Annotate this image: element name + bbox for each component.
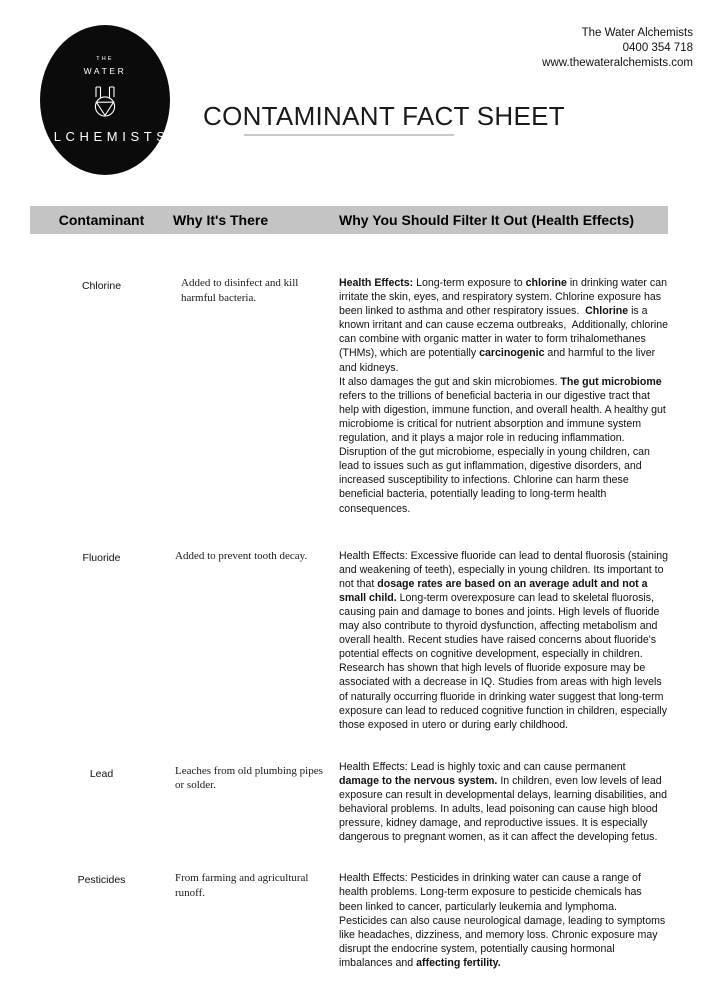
cell-contaminant-name: Fluoride	[82, 551, 121, 564]
title-underline-rule	[244, 134, 454, 136]
logo-text-alchemists: ALCHEMISTS	[40, 129, 170, 144]
cell-health-effects: Health Effects: Excessive fluoride can lead to dental fluorosis (staining and weakening of teeth), especially in young children. Its important to not that dosage rates are based on an average adult and not a small child. Long-term overexposure can lead to skeletal fluorosis, causing pain and damage to bones and joints. High levels of fluoride may also contribute to thyroid dysfunction, affecting metabolism and overall health. Recent studies have raised concerns about fluoride's potential effects on cognitive development, especially in children. Research has shown that high levels of fluoride exposure may be associated with a decrease in IQ. Studies from areas with high levels of naturally occurring fluoride in drinking water suggest that long-term exposure can lead to reduced cognitive function in children, especially those exposed in utero or during early childhood.	[339, 549, 668, 731]
contact-company: The Water Alchemists	[581, 27, 693, 39]
table-header-row	[30, 206, 668, 234]
cell-why-its-there: Added to prevent tooth decay.	[175, 549, 308, 562]
logo-text-water: WATER	[83, 65, 127, 76]
table-row	[30, 234, 668, 516]
cell-health-effects: Health Effects: Lead is highly toxic and can cause permanent damage to the nervous system. In children, even low levels of lead exposure can result in developmental delays, learning disabilities, and behavioral problems. In adults, lead poisoning can cause high blood pressure, kidney damage, and reproductive issues. It is especially dangerous to pregnant women, as it can affect the developing fetus.	[339, 760, 668, 844]
contact-website[interactable]: www.thewateralchemists.com	[542, 57, 693, 69]
contaminant-table	[30, 206, 668, 970]
flask-icon	[85, 82, 125, 122]
cell-why-its-there: Leaches from old plumbing pipes or solder.	[175, 764, 323, 792]
cell-contaminant-name: Lead	[89, 767, 114, 780]
cell-contaminant-name: Pesticides	[77, 874, 126, 887]
cell-contaminant-name: Chlorine	[81, 280, 122, 292]
page-title: CONTAMINANT FACT SHEET	[203, 101, 565, 131]
table-row	[30, 732, 668, 845]
cell-why-its-there: Added to disinfect and kill harmful bacteria.	[181, 277, 299, 304]
table-row	[30, 844, 668, 970]
column-header-health-effects: Why You Should Filter It Out (Health Effects)	[339, 212, 635, 228]
cell-health-effects: Health Effects: Pesticides in drinking water can cause a range of health problems. Long-term exposure to pesticide chemicals has been linked to cancer, particularly leukemia and lymphoma. Pesticides can also cause neurological damage, leading to symptoms like headaches, dizziness, and memory loss. Chronic exposure may disrupt the endocrine system, potentially causing hormonal imbalances and affecting fertility.	[339, 872, 666, 969]
contact-phone[interactable]: 0400 354 718	[622, 42, 693, 54]
logo-text-the: THE	[96, 56, 114, 62]
table-body	[30, 234, 668, 970]
column-header-why-its-there: Why It's There	[173, 212, 269, 228]
company-logo	[40, 25, 170, 175]
table-row	[30, 516, 668, 732]
page-header	[0, 0, 708, 195]
column-header-contaminant: Contaminant	[58, 212, 145, 228]
contact-block	[542, 26, 693, 71]
cell-why-its-there: From farming and agricultural runoff.	[175, 872, 309, 899]
cell-health-effects: Health Effects: Long-term exposure to chlorine in drinking water can irritate the skin, eyes, and respiratory system. Chlorine exposure has been linked to asthma and other respiratory issues. Chlorine is a known irritant and can cause eczema outbreaks, Additionally, chlorine can combine with organic matter in water to form trihalomethanes (THMs), which are potentially carcinogenic and harmful to the liver and kidneys. It also damages the gut and skin microbiomes. The gut microbiome refers to the trillions of beneficial bacteria in our digestive tract that help with digestion, immune function, and overall health. A healthy gut microbiome is critical for nutrient absorption and immune system regulation, and it plays a major role in reducing inflammation. Disruption of the gut microbiome, especially in young children, can lead to issues such as gut inflammation, digestive disorders, and increased susceptibility to infections. Chlorine can harm these beneficial bacteria, potentially leading to long-term health consequences.	[339, 277, 668, 515]
